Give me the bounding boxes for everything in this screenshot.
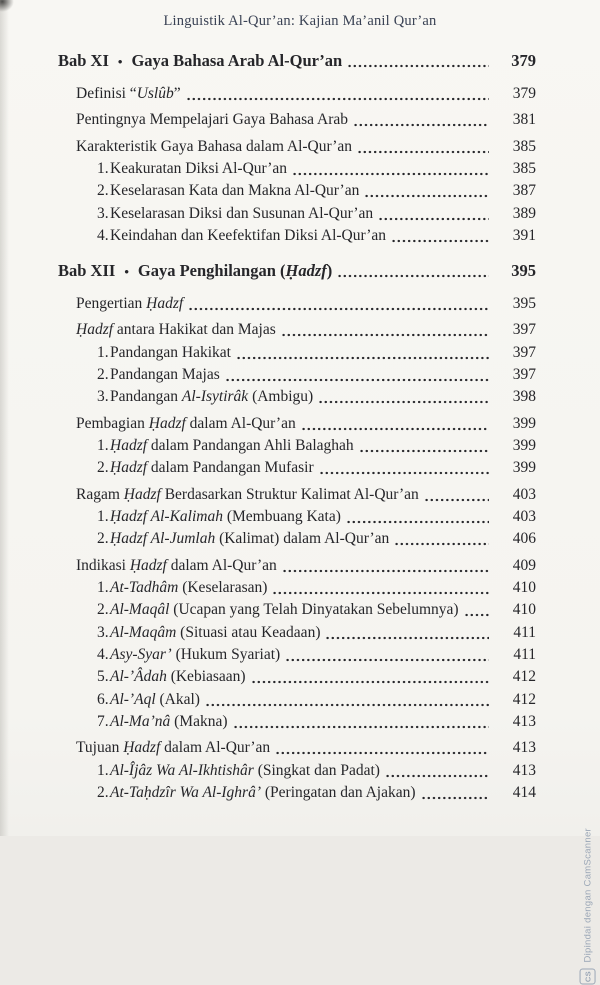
toc-page-number: 397 [512, 343, 536, 361]
toc-leader-dots [275, 738, 489, 758]
toc-item-number: 2. [97, 530, 109, 548]
toc-row [76, 738, 536, 758]
toc-entry-title: Gaya Penghilangan (Ḥadzf) [137, 261, 333, 281]
toc-entry-title: Pentingnya Mempelajari Gaya Bahasa Arab [76, 111, 349, 129]
toc-row [76, 294, 536, 314]
toc-leader-dots [292, 159, 489, 179]
toc-row [97, 226, 536, 246]
toc-page-number: 411 [513, 623, 536, 641]
toc-entry-title: Keselarasan Diksi dan Susunan Al-Qur’an [110, 204, 374, 222]
toc-row [97, 181, 536, 201]
toc-page-number: 391 [512, 226, 536, 244]
toc-leader-dots [225, 365, 489, 385]
camscanner-logo-icon: CS [580, 969, 596, 985]
toc-leader-dots [301, 414, 489, 434]
toc-page-number: 398 [512, 388, 536, 406]
toc-page-number: 409 [512, 556, 536, 574]
toc-list [0, 51, 600, 805]
toc-item-number: 1. [97, 508, 109, 526]
toc-page-number: 399 [512, 436, 536, 454]
toc-chapter-label: Bab XII [58, 261, 116, 281]
toc-entry-title: Pembagian Ḥadzf dalam Al-Qur’an [76, 414, 296, 432]
toc-entry-title: Keakuratan Diksi Al-Qur’an [110, 159, 288, 177]
toc-item-number: 2. [97, 784, 109, 801]
toc-entry-title: Ragam Ḥadzf Berdasarkan Struktur Kalimat Al-Qur’an [76, 485, 419, 503]
toc-leader-dots [337, 261, 489, 281]
toc-page-number: 399 [512, 414, 536, 432]
toc-row [97, 343, 536, 363]
toc-leader-dots [318, 387, 489, 407]
toc-page-number: 413 [512, 739, 536, 757]
toc-item-number: 1. [97, 436, 109, 454]
toc-page-number: 413 [512, 761, 536, 779]
toc-leader-dots [346, 507, 489, 527]
toc-item-number: 1. [97, 159, 109, 177]
toc-row [97, 578, 536, 598]
toc-leader-dots [188, 294, 489, 314]
watermark-text: Dipindai dengan CamScanner [582, 828, 594, 963]
toc-page-number: 397 [512, 365, 536, 383]
toc-leader-dots [319, 458, 489, 478]
toc-page-number: 412 [512, 668, 536, 686]
toc-page-number: 381 [512, 111, 536, 129]
toc-item-number: 3. [97, 388, 109, 406]
toc-leader-dots [464, 600, 489, 620]
toc-page-number: 387 [512, 182, 536, 200]
toc-entry-title: Ḥadzf Al-Kalimah (Membuang Kata) [110, 508, 341, 526]
toc-entry-title: Gaya Bahasa Arab Al-Qur’an [131, 51, 343, 70]
toc-entry-title: Al-Ma’nâ (Makna) [110, 712, 228, 730]
toc-row [97, 387, 536, 407]
toc-entry-title: Pandangan Al-Isytirâk (Ambigu) [110, 388, 314, 406]
toc-leader-dots [281, 320, 489, 340]
running-header: Linguistik Al-Qur’an: Kajian Ma’anil Qur’an [163, 13, 437, 29]
toc-entry-title: Ḥadzf antara Hakikat dan Majas [76, 321, 276, 339]
toc-leader-dots [391, 226, 489, 246]
toc-leader-dots [353, 110, 489, 130]
toc-item-number: 4. [97, 646, 109, 664]
toc-row [58, 51, 536, 71]
toc-entry-title: Ḥadzf dalam Pandangan Ahli Balaghah [110, 436, 354, 454]
toc-row [97, 667, 536, 687]
toc-entry-title: At-Tadhâm (Keselarasan) [110, 579, 268, 597]
toc-leader-dots [325, 623, 489, 643]
toc-leader-dots [357, 137, 489, 157]
toc-item-number: 4. [97, 226, 109, 244]
toc-item-number: 7. [97, 712, 109, 730]
toc-page-number: 403 [512, 508, 536, 526]
toc-entry-title: Pengertian Ḥadzf [76, 294, 184, 312]
toc-entry-title: Ḥadzf dalam Pandangan Mufasir [110, 459, 314, 477]
toc-row [58, 261, 536, 281]
toc-page-number: 379 [511, 51, 536, 70]
toc-row [97, 204, 536, 224]
toc-leader-dots [233, 712, 489, 732]
toc-leader-dots [186, 84, 489, 104]
toc-entry-title: Tujuan Ḥadzf dalam Al-Qur’an [76, 739, 271, 757]
toc-entry-title: Pandangan Majas [110, 365, 220, 383]
toc-leader-dots [394, 529, 489, 549]
toc-leader-dots [359, 436, 489, 456]
toc-item-number: 3. [97, 204, 109, 222]
toc-leader-dots [385, 761, 489, 781]
toc-row [97, 159, 536, 179]
toc-row [97, 600, 536, 620]
toc-item-number: 6. [97, 690, 109, 708]
toc-row [97, 712, 536, 732]
toc-row [97, 690, 536, 710]
toc-page-number: 412 [512, 690, 536, 708]
toc-page-number: 385 [512, 159, 536, 177]
toc-entry-title: Al-’Aql (Akal) [110, 690, 200, 708]
toc-item-number: 1. [97, 343, 109, 361]
toc-page-number: 411 [513, 646, 536, 664]
toc-page-number: 385 [512, 137, 536, 155]
toc-leader-dots [285, 645, 489, 665]
chapter-bullet-icon: • [117, 54, 123, 69]
toc-page-number: 403 [512, 485, 536, 503]
toc-page-number: 413 [512, 712, 536, 730]
toc-entry-title: Pandangan Hakikat [110, 343, 231, 361]
toc-leader-dots [205, 690, 489, 710]
toc-row [76, 485, 536, 505]
toc-leader-dots [421, 783, 489, 803]
toc-item-number: 2. [97, 459, 109, 477]
toc-row [97, 507, 536, 527]
toc-row [76, 556, 536, 576]
camscanner-watermark [580, 828, 596, 985]
toc-row [97, 365, 536, 385]
toc-row [97, 761, 536, 781]
toc-row [76, 320, 536, 340]
toc-row [76, 84, 536, 104]
toc-leader-dots [251, 667, 489, 687]
toc-item-number: 1. [97, 579, 109, 597]
toc-leader-dots [272, 578, 489, 598]
toc-entry-title: Al-’Âdah (Kebiasaan) [110, 668, 246, 686]
toc-entry-title: Al-Maqâl (Ucapan yang Telah Dinyatakan Sebelumnya) [110, 601, 459, 619]
toc-item-number: 2. [97, 182, 109, 200]
toc-page-number: 410 [512, 579, 536, 597]
toc-row [76, 137, 536, 157]
toc-leader-dots [424, 485, 489, 505]
toc-item-number: 1. [97, 761, 109, 779]
toc-entry-title: Keselarasan Kata dan Makna Al-Qur’an [110, 182, 360, 200]
toc-page-number: 397 [512, 321, 536, 339]
toc-leader-dots [236, 343, 489, 363]
toc-item-number: 3. [97, 623, 109, 641]
toc-row [76, 414, 536, 434]
toc-leader-dots [347, 51, 489, 71]
toc-page-number: 395 [511, 261, 536, 281]
toc-row [97, 436, 536, 456]
toc-page-number: 410 [512, 601, 536, 619]
toc-row [97, 623, 536, 643]
toc-entry-title: Al-Maqâm (Situasi atau Keadaan) [110, 623, 321, 641]
toc-leader-dots [378, 204, 489, 224]
toc-row [97, 458, 536, 478]
toc-page-number: 414 [512, 784, 536, 801]
toc-page-number: 406 [512, 530, 536, 548]
toc-item-number: 5. [97, 668, 109, 686]
toc-row [97, 783, 536, 803]
toc-entry-title: Ḥadzf Al-Jumlah (Kalimat) dalam Al-Qur’an [110, 530, 390, 548]
toc-row [76, 110, 536, 130]
toc-entry-title: Karakteristik Gaya Bahasa dalam Al-Qur’an [76, 137, 353, 155]
toc-entry-title: At-Taḥdzîr Wa Al-Ighrâ’ (Peringatan dan Ajakan) [110, 784, 416, 801]
toc-page-number: 395 [512, 294, 536, 312]
toc-row [97, 645, 536, 665]
toc-entry-title: Definisi “Uslûb” [76, 84, 181, 102]
toc-page-number: 399 [512, 459, 536, 477]
scan-corner-artifact [0, 0, 14, 12]
toc-page-number: 379 [512, 84, 536, 102]
toc-entry-title: Asy-Syar’ (Hukum Syariat) [110, 646, 281, 664]
toc-entry-title: Keindahan dan Keefektifan Diksi Al-Qur’an [110, 226, 387, 244]
toc-item-number: 2. [97, 365, 109, 383]
chapter-bullet-icon: • [124, 264, 129, 280]
toc-leader-dots [364, 181, 489, 201]
toc-item-number: 2. [97, 601, 109, 619]
toc-chapter-label: Bab XI [58, 51, 109, 70]
toc-page-number: 389 [512, 204, 536, 222]
toc-row [97, 529, 536, 549]
toc-entry-title: Al-Îjâz Wa Al-Ikhtishâr (Singkat dan Padat) [110, 761, 380, 779]
toc-entry-title: Indikasi Ḥadzf dalam Al-Qur’an [76, 556, 277, 574]
toc-leader-dots [282, 556, 489, 576]
